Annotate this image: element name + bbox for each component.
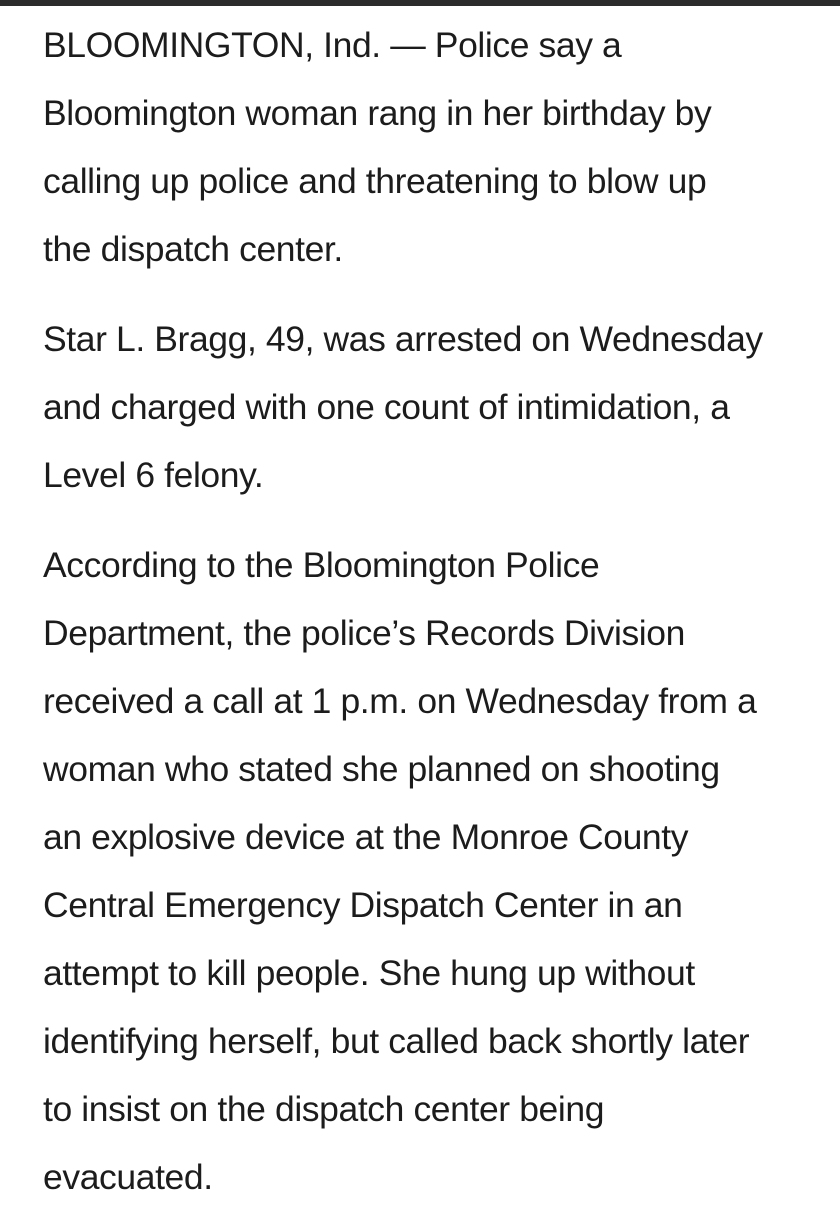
- text-line: identifying herself, but called back shortly later: [43, 1021, 750, 1061]
- text-line: to insist on the dispatch center being: [43, 1089, 605, 1129]
- text-line: attempt to kill people. She hung up without: [43, 953, 695, 993]
- text-line: received a call at 1 p.m. on Wednesday from a: [43, 681, 757, 721]
- text-line: Central Emergency Dispatch Center in an: [43, 885, 683, 925]
- paragraph-2: [43, 305, 823, 509]
- text-line: and charged with one count of intimidation, a: [43, 387, 730, 427]
- text-line: According to the Bloomington Police: [43, 545, 600, 585]
- text-line: Department, the police’s Records Division: [43, 613, 685, 653]
- text-line: woman who stated she planned on shooting: [43, 749, 720, 789]
- text-line: Level 6 felony.: [43, 455, 264, 495]
- text-line: the dispatch center.: [43, 229, 343, 269]
- text-line: BLOOMINGTON, Ind. — Police say a: [43, 25, 622, 65]
- paragraph-3: [43, 531, 823, 1211]
- text-line: an explosive device at the Monroe County: [43, 817, 689, 857]
- text-line: evacuated.: [43, 1157, 213, 1197]
- article-body: [43, 11, 823, 1211]
- top-edge-bar: [0, 0, 840, 6]
- text-line: Bloomington woman rang in her birthday by: [43, 93, 712, 133]
- text-line: Star L. Bragg, 49, was arrested on Wednesday: [43, 319, 763, 359]
- paragraph-1: [43, 11, 823, 283]
- text-line: calling up police and threatening to blow up: [43, 161, 707, 201]
